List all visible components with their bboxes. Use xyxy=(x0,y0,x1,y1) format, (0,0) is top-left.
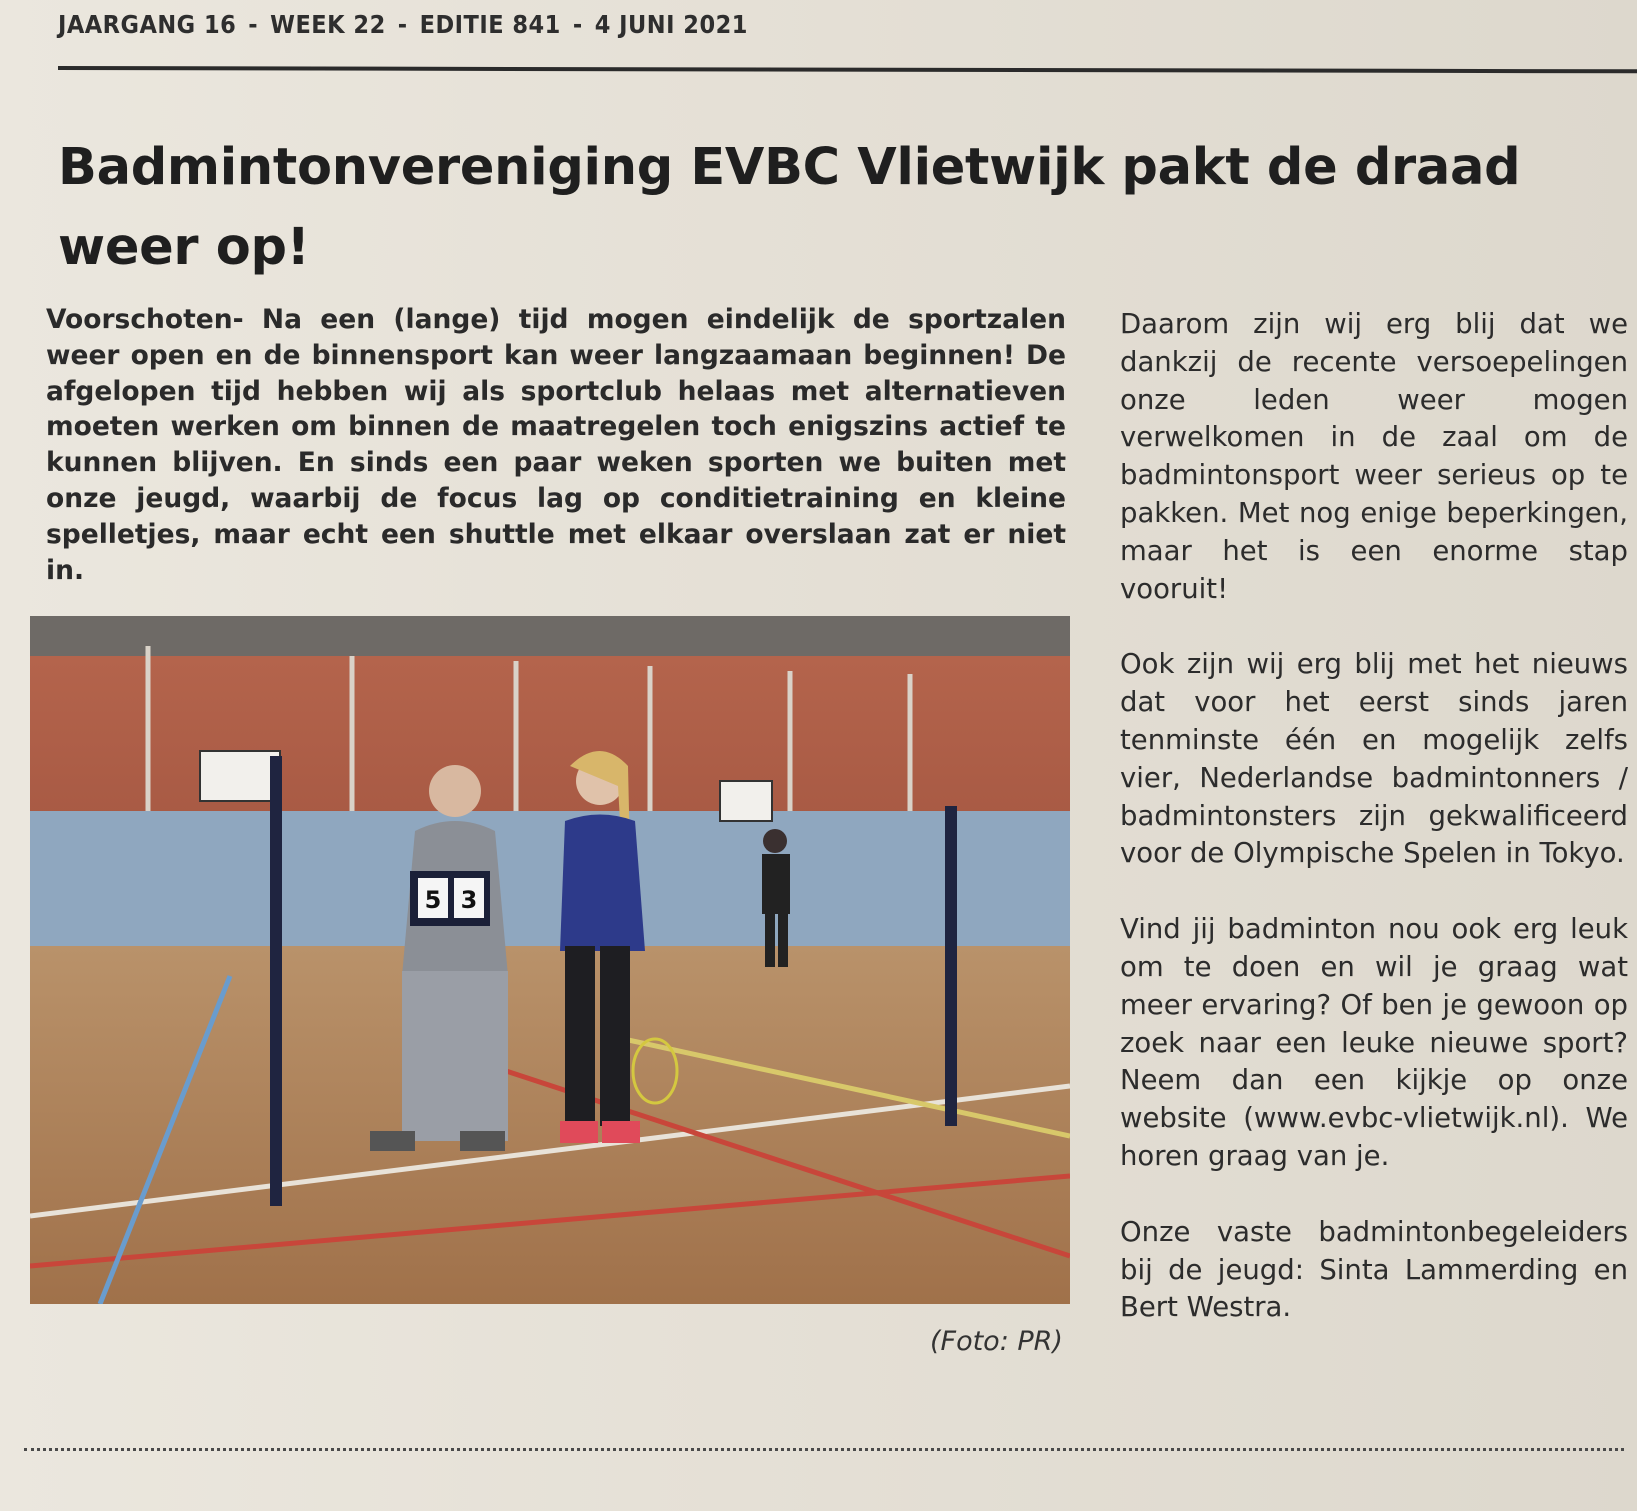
article-lead: Voorschoten- Na een (lange) tijd mogen eindelijk de sportzalen weer open en de binnensport kan weer langzaamaan beginnen! De afgelopen tijd hebben wij als sportclub helaas met alternatieven moeten werken om binnen de maatregelen toch enigszins actief te kunnen blijven. En sinds een paar weken sporten we buiten met onze jeugd, waarbij de focus lag op conditietraining en kleine spelletjes, maar echt een shuttle met elkaar overslaan zat er niet in. xyxy=(46,304,1066,586)
masthead xyxy=(58,10,748,39)
masthead-date: 4 JUNI 2021 xyxy=(594,10,748,39)
article-right-column xyxy=(1120,306,1628,1365)
masthead-separator: - xyxy=(397,10,408,39)
scoreboard-right-digit: 3 xyxy=(460,886,478,914)
photo-caption: (Foto: PR) xyxy=(930,1326,1063,1357)
header-rule xyxy=(58,66,1637,73)
bottom-dotted-divider xyxy=(24,1448,1624,1451)
article-headline: Badmintonvereniging EVBC Vlietwijk pakt de draad weer op! xyxy=(58,138,1521,277)
article-paragraph: Daarom zijn wij erg blij dat we dankzij de recente versoepelingen onze leden weer mogen verwelkomen in de zaal om de badmintonsport weer serieus op te pakken. Met nog enige beperkingen, maar het is een enorme stap vooruit! xyxy=(1120,308,1628,605)
masthead-editie: EDITIE 841 xyxy=(419,10,561,39)
article-paragraph: Onze vaste badmintonbegeleiders bij de jeugd: Sinta Lammerding en Bert Westra. xyxy=(1120,1215,1628,1324)
gym-photo-illustration xyxy=(30,616,1070,1304)
article-paragraph: Ook zijn wij erg blij met het nieuws dat voor het eerst sinds jaren tenminste één en mogelijk zelfs vier, Nederlandse badmintonners / badmintonsters zijn gekwalificeerd voor de Olympische Spelen in Tokyo. xyxy=(1120,648,1628,870)
masthead-separator: - xyxy=(572,10,583,39)
article-photo xyxy=(30,616,1070,1304)
scoreboard-left-digit: 5 xyxy=(424,886,442,914)
masthead-week: WEEK 22 xyxy=(270,10,386,39)
masthead-jaargang: JAARGANG 16 xyxy=(58,10,237,39)
article-paragraph: Vind jij badminton nou ook erg leuk om te doen en wil je graag wat meer ervaring? Of ben je gewoon op zoek naar een leuke nieuwe sport? Neem dan een kijkje op onze website (www.evbc-vlietwijk.nl). We horen graag van je. xyxy=(1120,913,1628,1172)
masthead-separator: - xyxy=(248,10,259,39)
